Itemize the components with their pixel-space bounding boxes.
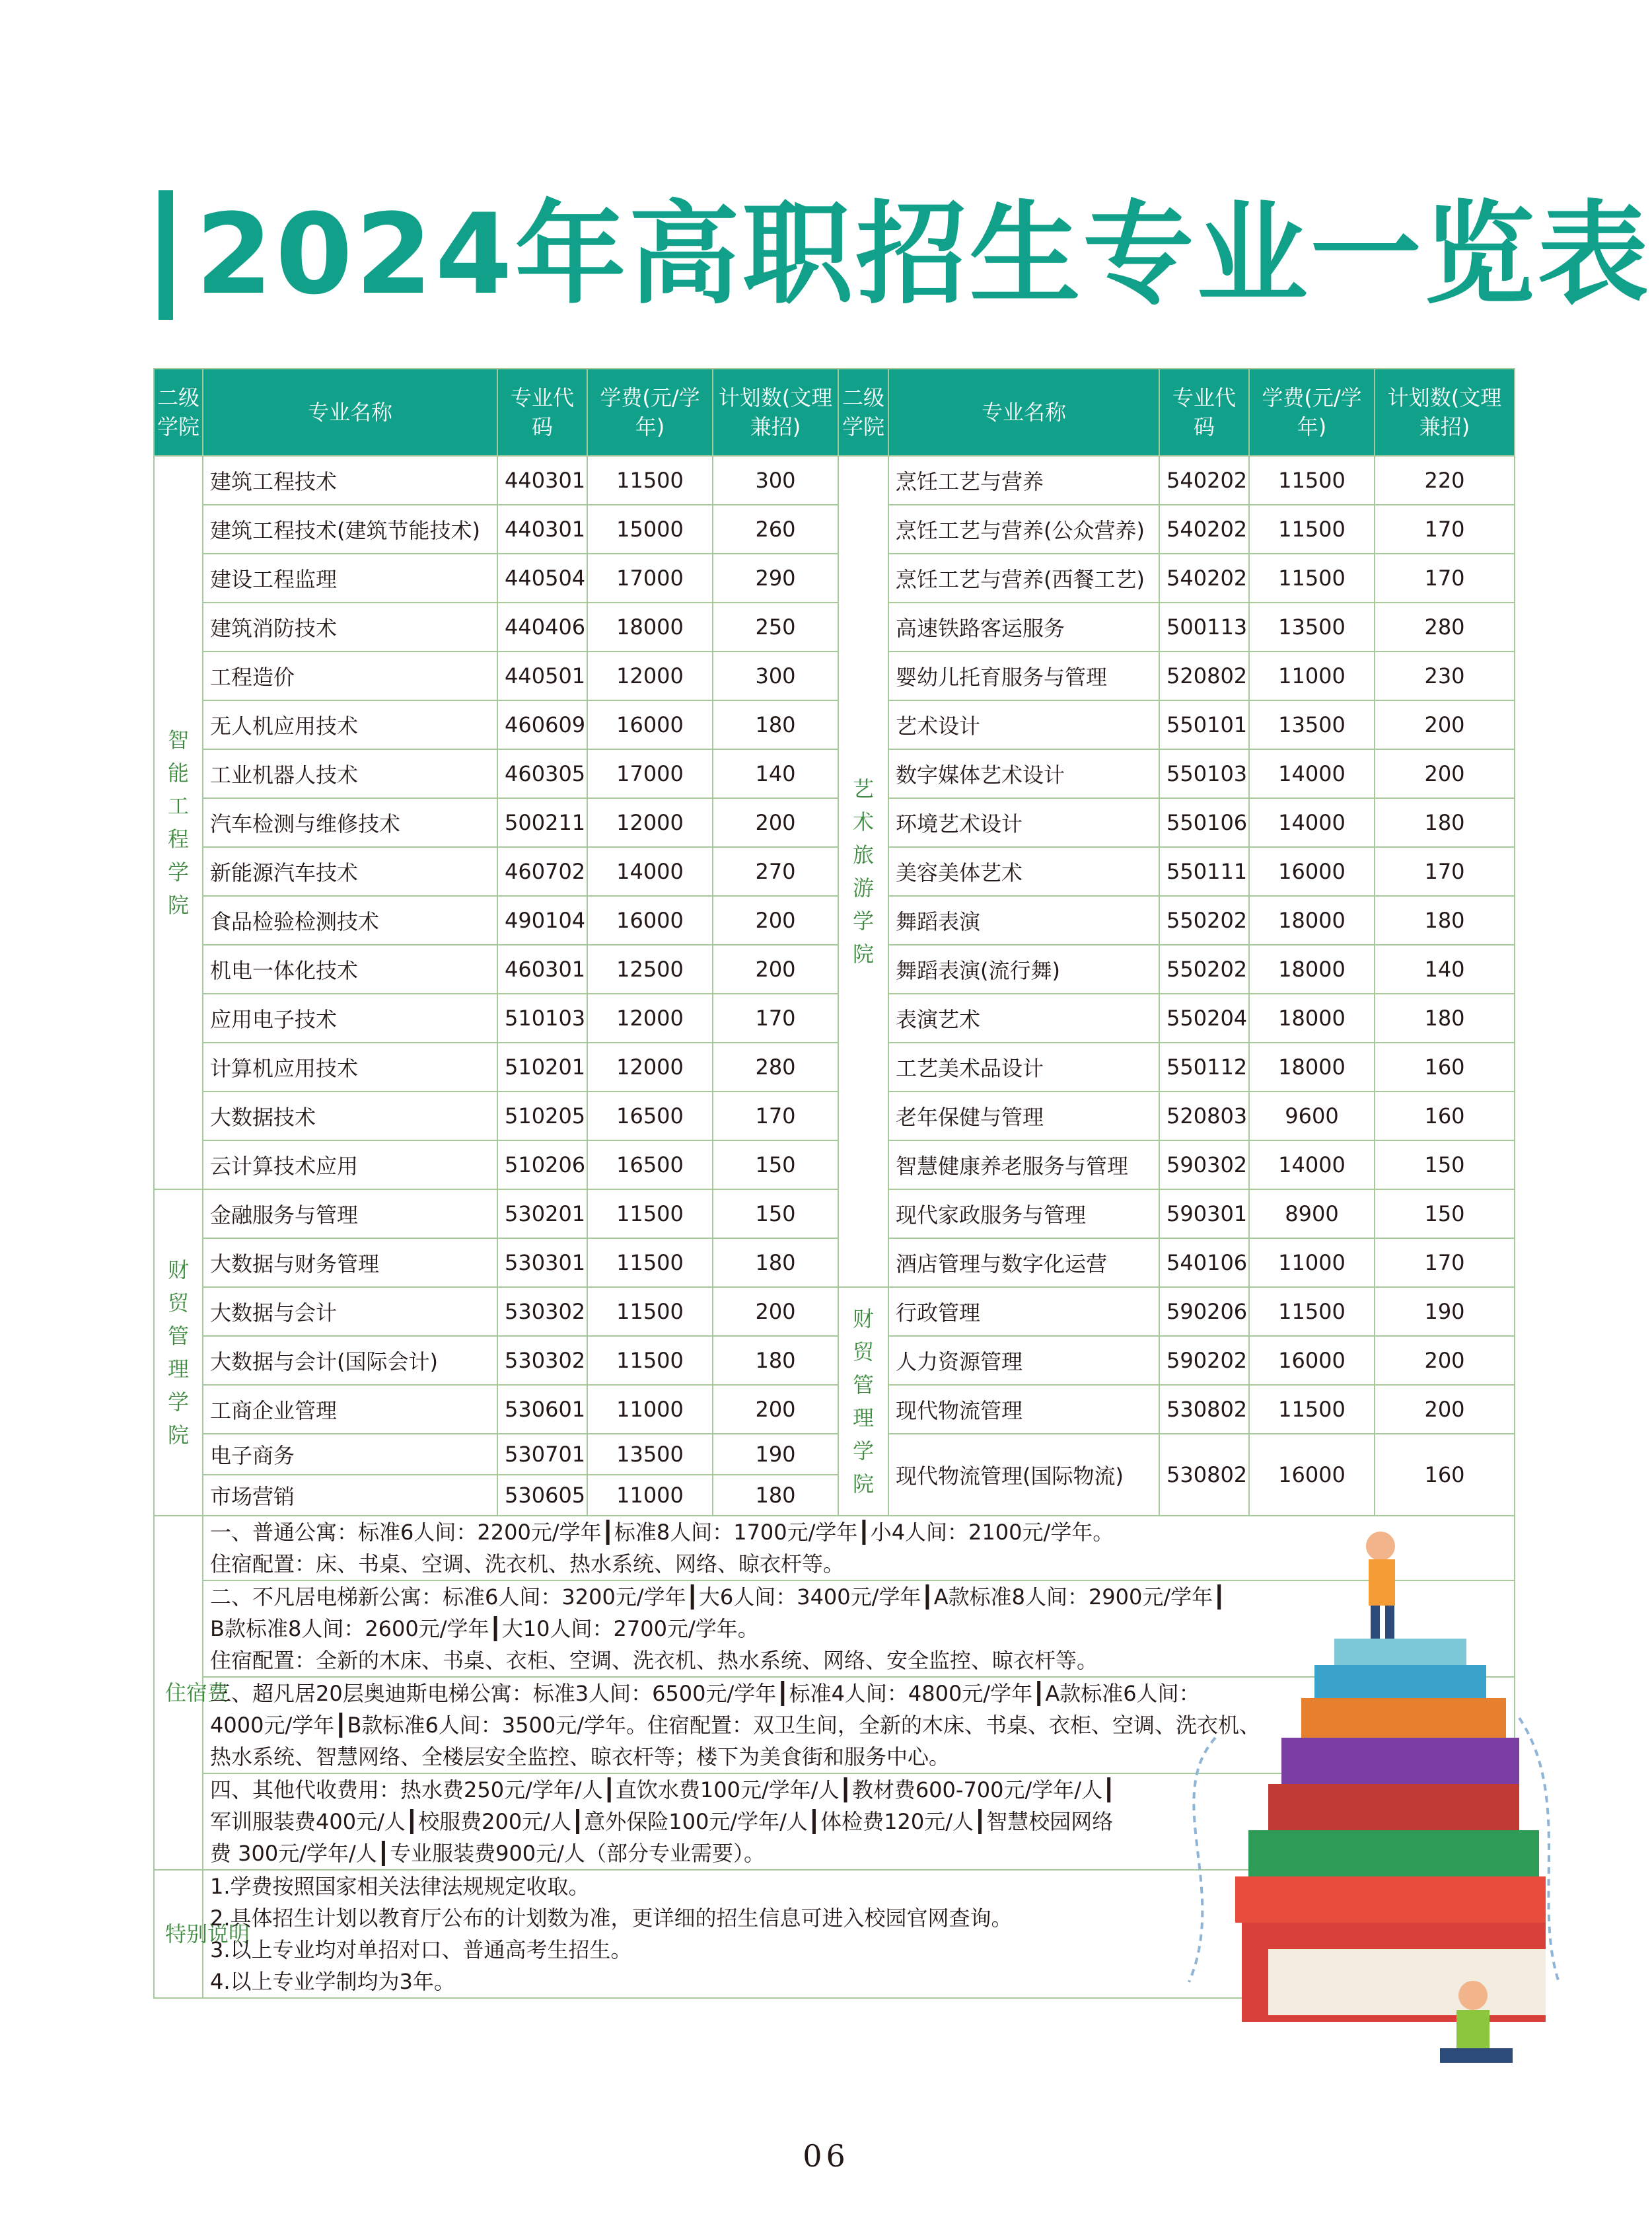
college-label: 艺术旅游学院 <box>852 776 874 967</box>
tuition-fee: 18000 <box>1249 945 1375 994</box>
major-name: 环境艺术设计 <box>888 798 1159 847</box>
major-code: 540202 <box>1159 456 1249 505</box>
tuition-fee: 11500 <box>1249 1287 1375 1336</box>
table-row <box>154 651 1515 700</box>
tuition-fee: 14000 <box>1249 1140 1375 1189</box>
header-major: 专业名称 <box>888 369 1159 456</box>
major-name: 智慧健康养老服务与管理 <box>888 1140 1159 1189</box>
major-name: 无人机应用技术 <box>203 700 497 749</box>
major-name: 大数据与财务管理 <box>203 1238 497 1287</box>
major-name: 大数据与会计 <box>203 1287 497 1336</box>
plan-count: 200 <box>1375 1385 1515 1434</box>
table-row <box>154 456 1515 505</box>
major-name: 现代物流管理(国际物流) <box>888 1434 1159 1516</box>
major-name: 建筑消防技术 <box>203 603 497 651</box>
table-row <box>154 1140 1515 1189</box>
major-name: 新能源汽车技术 <box>203 847 497 896</box>
college-label: 财贸管理学院 <box>852 1306 874 1497</box>
major-code: 460609 <box>497 700 587 749</box>
major-code: 510205 <box>497 1092 587 1140</box>
header-code: 专业代码 <box>497 369 587 456</box>
tuition-fee: 11000 <box>587 1475 713 1516</box>
table-row <box>154 1092 1515 1140</box>
plan-count: 170 <box>713 1092 838 1140</box>
tuition-fee: 11500 <box>587 1336 713 1385</box>
major-code: 440301 <box>497 456 587 505</box>
plan-count: 300 <box>713 456 838 505</box>
major-code: 510201 <box>497 1043 587 1092</box>
plan-count: 140 <box>1375 945 1515 994</box>
major-name: 舞蹈表演(流行舞) <box>888 945 1159 994</box>
tuition-fee: 13500 <box>587 1434 713 1475</box>
accommodation-label: 住宿费 <box>165 1680 229 1705</box>
tuition-fee: 9600 <box>1249 1092 1375 1140</box>
table-row <box>154 1385 1515 1434</box>
major-name: 建筑工程技术 <box>203 456 497 505</box>
major-name: 现代家政服务与管理 <box>888 1189 1159 1238</box>
tuition-fee: 8900 <box>1249 1189 1375 1238</box>
plan-count: 160 <box>1375 1043 1515 1092</box>
plan-count: 180 <box>713 1336 838 1385</box>
tuition-fee: 12000 <box>587 798 713 847</box>
plan-count: 250 <box>713 603 838 651</box>
tuition-fee: 14000 <box>1249 749 1375 798</box>
header-fee: 学费(元/学年) <box>1249 369 1375 456</box>
table-row <box>154 1189 1515 1238</box>
college-cell <box>838 456 888 1287</box>
major-code: 490104 <box>497 896 587 945</box>
major-name: 市场营销 <box>203 1475 497 1516</box>
major-code: 540106 <box>1159 1238 1249 1287</box>
major-name: 工程造价 <box>203 651 497 700</box>
plan-count: 160 <box>1375 1434 1515 1516</box>
plan-count: 180 <box>713 700 838 749</box>
major-name: 酒店管理与数字化运营 <box>888 1238 1159 1287</box>
tuition-fee: 12000 <box>587 1043 713 1092</box>
major-name: 现代物流管理 <box>888 1385 1159 1434</box>
tuition-fee: 18000 <box>1249 896 1375 945</box>
plan-count: 160 <box>1375 1092 1515 1140</box>
major-code: 550111 <box>1159 847 1249 896</box>
major-code: 550202 <box>1159 896 1249 945</box>
plan-count: 200 <box>713 798 838 847</box>
tuition-fee: 11500 <box>1249 554 1375 603</box>
table-row <box>154 945 1515 994</box>
table-row <box>154 700 1515 749</box>
header-plan: 计划数(文理兼招) <box>713 369 838 456</box>
major-code: 550112 <box>1159 1043 1249 1092</box>
major-code: 460301 <box>497 945 587 994</box>
major-name: 烹饪工艺与营养 <box>888 456 1159 505</box>
table-row <box>154 554 1515 603</box>
plan-count: 180 <box>1375 994 1515 1043</box>
major-code: 530302 <box>497 1336 587 1385</box>
tuition-fee: 14000 <box>1249 798 1375 847</box>
major-code: 590206 <box>1159 1287 1249 1336</box>
major-code: 440501 <box>497 651 587 700</box>
college-cell <box>838 1287 888 1516</box>
plan-count: 190 <box>713 1434 838 1475</box>
major-code: 550101 <box>1159 700 1249 749</box>
major-name: 金融服务与管理 <box>203 1189 497 1238</box>
plan-count: 200 <box>713 1287 838 1336</box>
major-name: 人力资源管理 <box>888 1336 1159 1385</box>
major-name: 建设工程监理 <box>203 554 497 603</box>
table-row <box>154 1336 1515 1385</box>
major-code: 510206 <box>497 1140 587 1189</box>
major-name: 工业机器人技术 <box>203 749 497 798</box>
major-code: 530701 <box>497 1434 587 1475</box>
college-cell <box>154 1189 203 1516</box>
special-line: 1.学费按照国家相关法律法规规定收取。 <box>210 1874 590 1899</box>
special-line: 2.具体招生计划以教育厅公布的计划数为准，更详细的招生信息可进入校园官网查询。 <box>210 1906 1013 1931</box>
tuition-fee: 16000 <box>1249 1434 1375 1516</box>
tuition-fee: 11500 <box>587 456 713 505</box>
accommodation-line: 费 300元/学年/人┃专业服装费900元/人（部分专业需要）。 <box>210 1841 765 1866</box>
major-name: 计算机应用技术 <box>203 1043 497 1092</box>
table-row <box>154 798 1515 847</box>
header-plan: 计划数(文理兼招) <box>1375 369 1515 456</box>
major-code: 590202 <box>1159 1336 1249 1385</box>
major-code: 510103 <box>497 994 587 1043</box>
accommodation-line: 住宿配置：床、书桌、空调、洗衣机、热水系统、网络、晾衣杆等。 <box>210 1551 845 1576</box>
header-college: 二级学院 <box>838 369 888 456</box>
header-college: 二级学院 <box>154 369 203 456</box>
major-code: 550202 <box>1159 945 1249 994</box>
accommodation-line: 住宿配置：全新的木床、书桌、衣柜、空调、洗衣机、热水系统、网络、安全监控、晾衣杆等。 <box>210 1648 1098 1673</box>
major-name: 艺术设计 <box>888 700 1159 749</box>
major-code: 440406 <box>497 603 587 651</box>
major-code: 530601 <box>497 1385 587 1434</box>
tuition-fee: 18000 <box>1249 1043 1375 1092</box>
special-line: 4.以上专业学制均为3年。 <box>210 1969 455 1994</box>
plan-count: 220 <box>1375 456 1515 505</box>
table-row <box>154 505 1515 554</box>
accommodation-line: 二、不凡居电梯新公寓：标准6人间：3200元/学年┃大6人间：3400元/学年┃A款标准8人间：2900元/学年┃ <box>210 1584 1226 1610</box>
page-title: 2024年高职招生专业一览表 <box>196 190 1651 319</box>
tuition-fee: 17000 <box>587 554 713 603</box>
tuition-fee: 18000 <box>587 603 713 651</box>
plan-count: 200 <box>1375 749 1515 798</box>
tuition-fee: 15000 <box>587 505 713 554</box>
accommodation-line: 四、其他代收费用：热水费250元/学年/人┃直饮水费100元/学年/人┃教材费600-700元/学年/人┃ <box>210 1777 1116 1802</box>
plan-count: 280 <box>1375 603 1515 651</box>
tuition-fee: 16000 <box>1249 847 1375 896</box>
plan-count: 200 <box>713 945 838 994</box>
table-row <box>154 1434 1515 1475</box>
plan-count: 200 <box>713 1385 838 1434</box>
plan-count: 170 <box>713 994 838 1043</box>
accommodation-line: 4000元/学年┃B款标准6人间：3500元/学年。住宿配置：双卫生间，全新的木床、书桌、衣柜、空调、洗衣机、 <box>210 1713 1261 1738</box>
table-row <box>154 603 1515 651</box>
tuition-fee: 11500 <box>1249 1385 1375 1434</box>
plan-count: 150 <box>713 1189 838 1238</box>
major-name: 高速铁路客运服务 <box>888 603 1159 651</box>
table-row <box>154 896 1515 945</box>
table-row <box>154 994 1515 1043</box>
accommodation-line: 热水系统、智慧网络、全楼层安全监控、晾衣杆等；楼下为美食街和服务中心。 <box>210 1744 951 1769</box>
accommodation-line: 军训服装费400元/人┃校服费200元/人┃意外保险100元/学年/人┃体检费120元/人┃智慧校园网络 <box>210 1809 1114 1834</box>
table-row <box>154 847 1515 896</box>
major-name: 数字媒体艺术设计 <box>888 749 1159 798</box>
table-header-row <box>154 369 1515 456</box>
tuition-fee: 11500 <box>587 1238 713 1287</box>
major-name: 工商企业管理 <box>203 1385 497 1434</box>
plan-count: 300 <box>713 651 838 700</box>
accommodation-line: 一、普通公寓：标准6人间：2200元/学年┃标准8人间：1700元/学年┃小4人间：2100元/学年。 <box>210 1520 1114 1545</box>
plan-count: 170 <box>1375 847 1515 896</box>
plan-count: 170 <box>1375 505 1515 554</box>
major-name: 行政管理 <box>888 1287 1159 1336</box>
plan-count: 200 <box>1375 1336 1515 1385</box>
header-major: 专业名称 <box>203 369 497 456</box>
major-code: 550103 <box>1159 749 1249 798</box>
plan-count: 150 <box>1375 1189 1515 1238</box>
tuition-fee: 11500 <box>1249 456 1375 505</box>
plan-count: 190 <box>1375 1287 1515 1336</box>
major-code: 530802 <box>1159 1385 1249 1434</box>
header-code: 专业代码 <box>1159 369 1249 456</box>
accommodation-line: B款标准8人间：2600元/学年┃大10人间：2700元/学年。 <box>210 1616 759 1641</box>
tuition-fee: 11000 <box>1249 651 1375 700</box>
major-code: 540202 <box>1159 554 1249 603</box>
tuition-fee: 16500 <box>587 1140 713 1189</box>
plan-count: 180 <box>713 1238 838 1287</box>
books-stack-illustration <box>1189 1520 1559 2094</box>
college-label: 财贸管理学院 <box>167 1257 189 1448</box>
major-code: 460305 <box>497 749 587 798</box>
plan-count: 180 <box>713 1475 838 1516</box>
major-code: 550106 <box>1159 798 1249 847</box>
tuition-fee: 13500 <box>1249 603 1375 651</box>
major-code: 530302 <box>497 1287 587 1336</box>
college-cell <box>154 456 203 1189</box>
plan-count: 200 <box>713 896 838 945</box>
tuition-fee: 14000 <box>587 847 713 896</box>
plan-count: 200 <box>1375 700 1515 749</box>
major-code: 530201 <box>497 1189 587 1238</box>
major-name: 建筑工程技术(建筑节能技术) <box>203 505 497 554</box>
major-code: 590301 <box>1159 1189 1249 1238</box>
major-name: 烹饪工艺与营养(西餐工艺) <box>888 554 1159 603</box>
major-code: 500211 <box>497 798 587 847</box>
tuition-fee: 11500 <box>587 1189 713 1238</box>
major-name: 老年保健与管理 <box>888 1092 1159 1140</box>
table-row <box>154 1287 1515 1336</box>
major-code: 520802 <box>1159 651 1249 700</box>
major-code: 460702 <box>497 847 587 896</box>
major-name: 电子商务 <box>203 1434 497 1475</box>
table-row <box>154 749 1515 798</box>
major-name: 大数据与会计(国际会计) <box>203 1336 497 1385</box>
major-code: 540202 <box>1159 505 1249 554</box>
major-code: 530301 <box>497 1238 587 1287</box>
accommodation-line: 三、超凡居20层奥迪斯电梯公寓：标准3人间：6500元/学年┃标准4人间：4800元/学年┃A款标准6人间： <box>210 1681 1200 1706</box>
tuition-fee: 13500 <box>1249 700 1375 749</box>
tuition-fee: 16000 <box>587 700 713 749</box>
plan-count: 290 <box>713 554 838 603</box>
plan-count: 260 <box>713 505 838 554</box>
major-name: 汽车检测与维修技术 <box>203 798 497 847</box>
tuition-fee: 17000 <box>587 749 713 798</box>
tuition-fee: 12000 <box>587 651 713 700</box>
tuition-fee: 11500 <box>587 1287 713 1336</box>
major-name: 舞蹈表演 <box>888 896 1159 945</box>
special-label: 特别说明 <box>165 1921 250 1946</box>
page-number: 06 <box>803 2138 849 2174</box>
tuition-fee: 11500 <box>1249 505 1375 554</box>
plan-count: 150 <box>1375 1140 1515 1189</box>
tuition-fee: 11000 <box>587 1385 713 1434</box>
major-name: 烹饪工艺与营养(公众营养) <box>888 505 1159 554</box>
plan-count: 280 <box>713 1043 838 1092</box>
major-name: 机电一体化技术 <box>203 945 497 994</box>
plan-count: 270 <box>713 847 838 896</box>
accommodation-label-cell <box>154 1516 229 1870</box>
major-name: 婴幼儿托育服务与管理 <box>888 651 1159 700</box>
college-label: 智能工程学院 <box>167 727 189 918</box>
tuition-fee: 18000 <box>1249 994 1375 1043</box>
major-code: 500113 <box>1159 603 1249 651</box>
plan-count: 180 <box>1375 798 1515 847</box>
tuition-fee: 12500 <box>587 945 713 994</box>
tuition-fee: 11000 <box>1249 1238 1375 1287</box>
major-code: 440504 <box>497 554 587 603</box>
plan-count: 180 <box>1375 896 1515 945</box>
tuition-fee: 16500 <box>587 1092 713 1140</box>
plan-count: 140 <box>713 749 838 798</box>
table-row <box>154 1238 1515 1287</box>
special-label-cell <box>154 1870 250 1998</box>
major-code: 550204 <box>1159 994 1249 1043</box>
major-code: 520803 <box>1159 1092 1249 1140</box>
plan-count: 150 <box>713 1140 838 1189</box>
table-row <box>154 1043 1515 1092</box>
tuition-fee: 12000 <box>587 994 713 1043</box>
major-name: 美容美体艺术 <box>888 847 1159 896</box>
major-name: 工艺美术品设计 <box>888 1043 1159 1092</box>
major-name: 大数据技术 <box>203 1092 497 1140</box>
tuition-fee: 16000 <box>587 896 713 945</box>
major-name: 应用电子技术 <box>203 994 497 1043</box>
major-code: 530605 <box>497 1475 587 1516</box>
title-accent-bar <box>159 190 173 320</box>
major-code: 590302 <box>1159 1140 1249 1189</box>
major-code: 530802 <box>1159 1434 1249 1516</box>
major-code: 440301 <box>497 505 587 554</box>
special-line: 3.以上专业均对单招对口、普通高考生招生。 <box>210 1937 632 1962</box>
plan-count: 230 <box>1375 651 1515 700</box>
major-name: 表演艺术 <box>888 994 1159 1043</box>
major-name: 食品检验检测技术 <box>203 896 497 945</box>
plan-count: 170 <box>1375 1238 1515 1287</box>
tuition-fee: 16000 <box>1249 1336 1375 1385</box>
header-fee: 学费(元/学年) <box>587 369 713 456</box>
major-name: 云计算技术应用 <box>203 1140 497 1189</box>
plan-count: 170 <box>1375 554 1515 603</box>
